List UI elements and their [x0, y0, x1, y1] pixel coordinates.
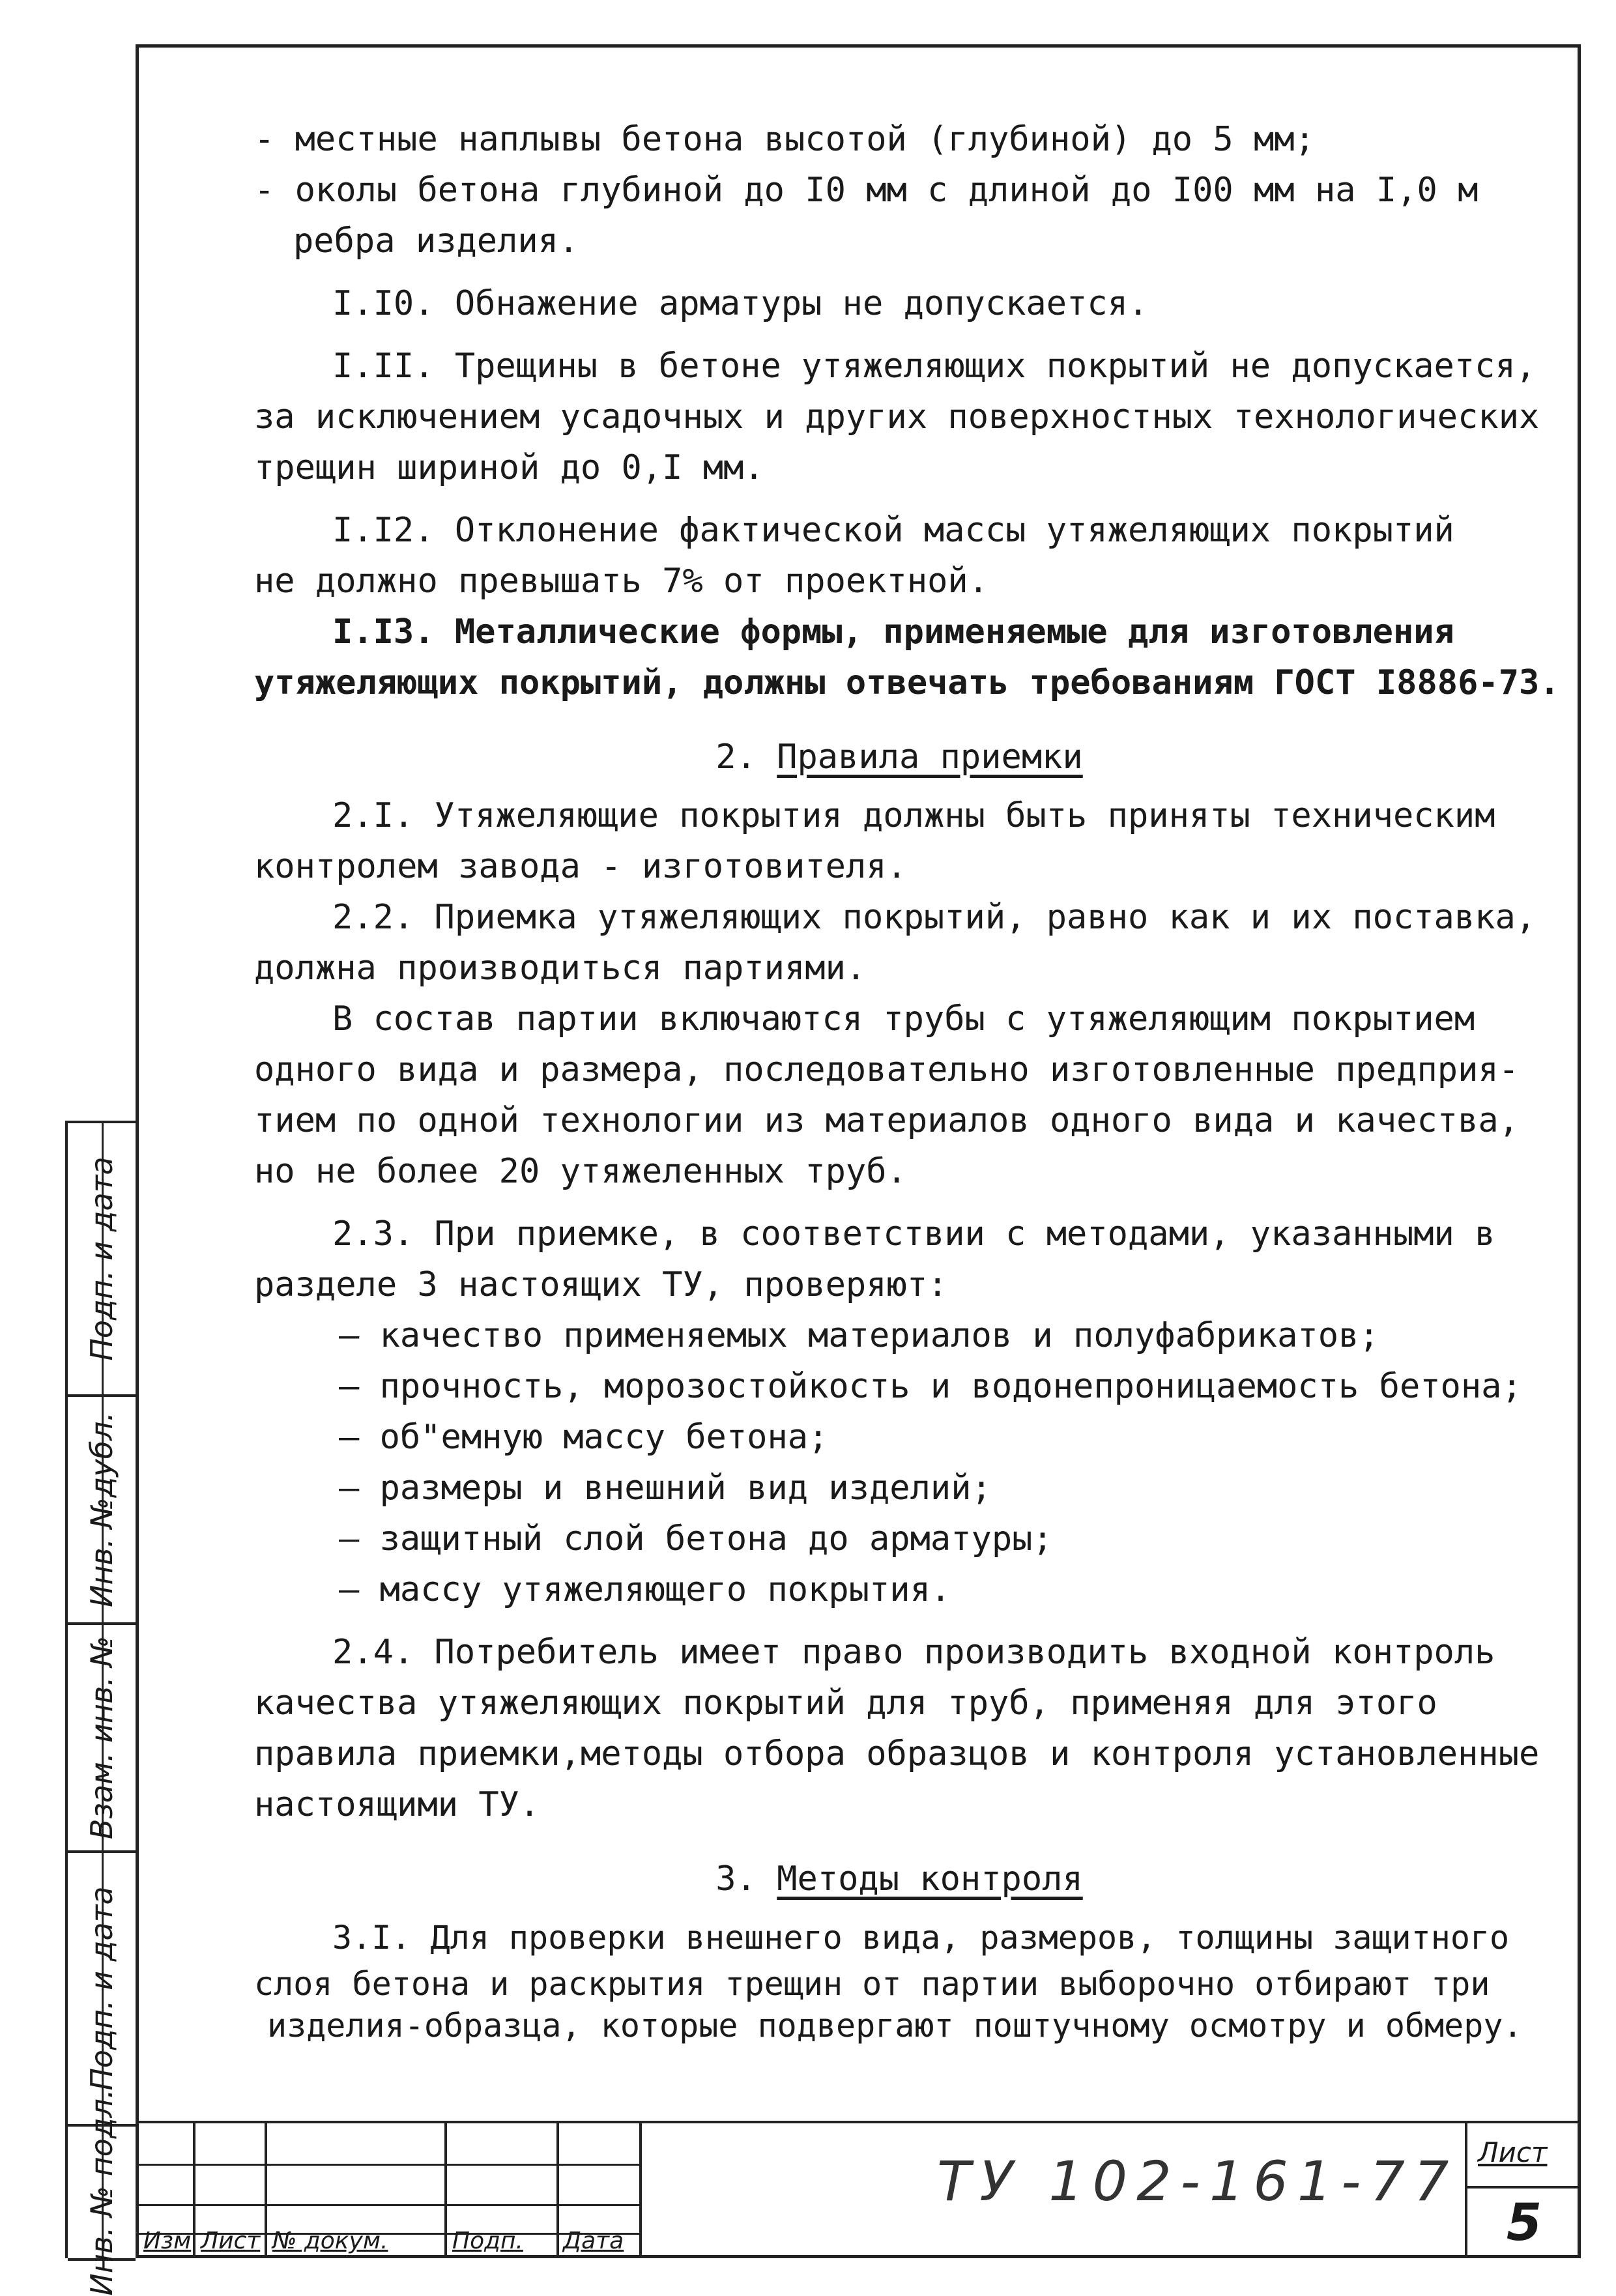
document-code: ТУ 102-161-77	[937, 2149, 1458, 2213]
text-line: должна производиться партиями.	[254, 949, 867, 988]
text-line: разделе 3 настоящих ТУ, проверяют:	[254, 1265, 948, 1304]
title-block	[136, 2121, 1581, 2258]
list-item: – массу утяжеляющего покрытия.	[339, 1570, 951, 1609]
text-line: правила приемки,методы отбора образцов и контроля установленные	[254, 1734, 1540, 1773]
strip-label: Инв. № подл.	[84, 2089, 119, 2296]
paragraph-3-1: 3.I. Для проверки внешнего вида, размеров, толщины защитного	[332, 1919, 1510, 1957]
sheet-label: Лист	[1478, 2136, 1548, 2168]
grid-line	[444, 2123, 447, 2258]
strip-label: Подп. и дата	[84, 1156, 119, 1361]
stamp-label-doc-no: № докум.	[272, 2228, 388, 2254]
grid-line	[639, 2123, 642, 2258]
stamp-label-data: Дата	[563, 2228, 624, 2254]
text-line: настоящими ТУ.	[254, 1785, 540, 1824]
stamp-label-list: Лист	[201, 2228, 261, 2254]
side-strip	[65, 1121, 136, 2296]
sheet-number: 5	[1506, 2194, 1542, 2252]
text-line: не должно превышать 7% от проектной.	[254, 562, 989, 601]
section-title: Правила приемки	[777, 738, 1083, 777]
paragraph-1-10: I.I0. Обнажение арматуры не допускается.	[332, 284, 1149, 323]
strip-label: Инв. №дубл.	[84, 1411, 119, 1608]
text-line: - местные наплывы бетона высотой (глубиной) до 5 мм;	[254, 120, 1315, 159]
strip-label: Подп. и дата	[84, 1886, 119, 2091]
text-line: одного вида и размера, последовательно изготовленные предприя-	[254, 1050, 1520, 1089]
text-line: ребра изделия.	[293, 222, 579, 261]
section-number: 3.	[715, 1859, 757, 1899]
paragraph-2-1: 2.I. Утяжеляющие покрытия должны быть приняты техническим	[332, 796, 1495, 835]
text-line: трещин шириной до 0,I мм.	[254, 448, 764, 487]
list-item: – об"емную массу бетона;	[339, 1418, 829, 1457]
grid-line	[136, 2164, 639, 2166]
paragraph-2-4: 2.4. Потребитель имеет право производить входной контроль	[332, 1633, 1495, 1672]
text-line: но не более 20 утяжеленных труб.	[254, 1152, 907, 1191]
grid-line	[556, 2123, 559, 2258]
text-line: качества утяжеляющих покрытий для труб, применяя для этого	[254, 1684, 1437, 1723]
text-line: за исключением усадочных и других поверхностных технологических	[254, 397, 1540, 437]
paragraph-1-13: I.I3. Металлические формы, применяемые для изготовления	[332, 612, 1454, 652]
section-heading-3	[254, 1854, 1544, 1904]
text-line: утяжеляющих покрытий, должны отвечать требованиям ГОСТ I8886-73.	[254, 663, 1560, 702]
stamp-label-izm: Изм	[143, 2228, 192, 2254]
section-number: 2.	[715, 738, 757, 777]
strip-cell-inv-dubl	[68, 1397, 136, 1625]
list-item: – размеры и внешний вид изделий;	[339, 1469, 992, 1508]
document-body	[254, 114, 1560, 2046]
section-heading-2	[254, 732, 1544, 782]
text-line: слоя бетона и раскрытия трещин от партии выборочно отбирают три	[254, 1965, 1490, 2003]
paragraph-2-2: 2.2. Приемка утяжеляющих покрытий, равно как и их поставка,	[332, 898, 1537, 937]
list-item: – защитный слой бетона до арматуры;	[339, 1519, 1053, 1558]
stamp-label-podp: Подп.	[452, 2228, 523, 2254]
section-title: Методы контроля	[777, 1859, 1083, 1899]
sheet-box	[1465, 2123, 1583, 2258]
text-line: тием по одной технологии из материалов одного вида и качества,	[254, 1101, 1520, 1140]
paragraph-2-3: 2.3. При приемке, в соответствии с методами, указанными в	[332, 1214, 1495, 1254]
strip-label: Взам. инв. №	[84, 1635, 119, 1840]
strip-cell-podp-data-2	[68, 1853, 136, 2127]
strip-cell-vzam-inv	[68, 1625, 136, 1853]
sheet-number-box	[1467, 2186, 1581, 2261]
text-line: контролем завода - изготовителя.	[254, 847, 907, 886]
grid-line	[265, 2123, 267, 2258]
text-line: изделия-образца, которые подвергают поштучному осмотру и обмеру.	[267, 2007, 1523, 2045]
paragraph-1-12: I.I2. Отклонение фактической массы утяжеляющих покрытий	[332, 511, 1454, 550]
list-item: – качество применяемых материалов и полуфабрикатов;	[339, 1316, 1379, 1355]
paragraph-1-11: I.II. Трещины в бетоне утяжеляющих покрытий не допускается,	[332, 347, 1537, 386]
list-item: – прочность, морозостойкость и водонепроницаемость бетона;	[339, 1367, 1522, 1406]
text-line: - околы бетона глубиной до I0 мм с длиной до I00 мм на I,0 м	[254, 171, 1479, 210]
grid-line	[136, 2204, 639, 2206]
strip-cell-inv-podl	[68, 2089, 136, 2296]
text-line: В состав партии включаются трубы с утяжеляющим покрытием	[332, 999, 1475, 1039]
grid-line	[193, 2123, 195, 2258]
strip-cell-podp-data	[68, 1123, 136, 1397]
